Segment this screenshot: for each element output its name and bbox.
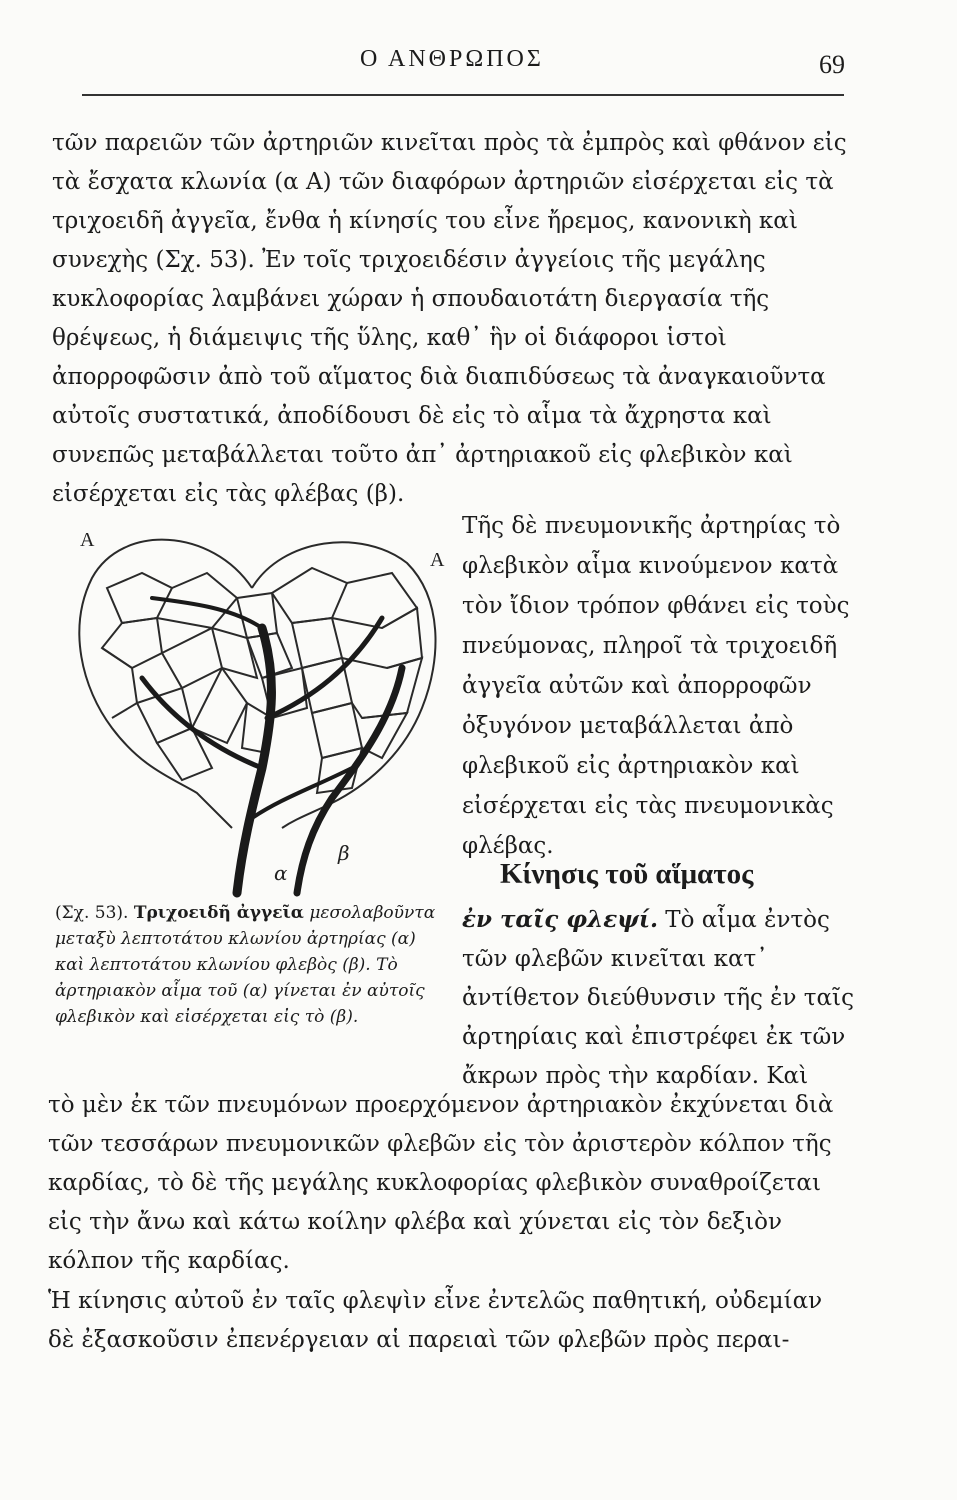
run-in-heading: ἐν ταῖς φλεψί. bbox=[462, 906, 658, 933]
paragraph-passive-motion: Ἡ κίνησις αὐτοῦ ἐν ταῖς φλεψὶν εἶνε ἐντελῶς παθητική, οὐδεμίαν δὲ ἐξασκοῦσιν ἐπενέργειαν αἱ παρειαὶ τῶν φλεβῶν πρὸς περαι- bbox=[48, 1288, 823, 1353]
figure-caption bbox=[55, 900, 447, 1030]
figure-label-A-left: A bbox=[80, 529, 95, 551]
paragraph-arteries-capillaries: τῶν παρειῶν τῶν ἀρτηριῶν κινεῖται πρὸς τὰ ἐμπρὸς καὶ φθάνον εἰς τὰ ἔσχατα κλωνία (α Α) τῶν διαφόρων ἀρτηριῶν εἰσέρχεται εἰς τὰ τριχοειδῆ ἀγγεῖα, ἔνθα ἡ κίνησίς του εἶνε ἤρεμος, κανονικὴ καὶ συνεχὴς (Σχ. 53). Ἐν τοῖς τριχοειδέσιν ἀγγείοις τῆς μεγάλης κυκλοφορίας λαμβάνει χώραν ἡ σπουδαιοτάτη διεργασία τῆς θρέψεως, ἡ διάμειψις τῆς ὕλης, καθ᾽ ἣν οἱ διάφοροι ἱστοὶ ἀπορροφῶσιν ἀπὸ τοῦ αἵματος διὰ διαπιδύσεως τὰ ἀναγκαιοῦντα αὐτοῖς συστατικά, ἀποδίδουσι δὲ εἰς τὸ αἷμα τὰ ἄχρηστα καὶ συνεπῶς μεταβάλλεται τοῦτο ἀπ᾽ ἀρτηριακοῦ εἰς φλεβικὸν καὶ εἰσέρχεται εἰς τὰς φλέβας (β). bbox=[52, 130, 847, 507]
caption-title: Τριχοειδῆ ἀγγεῖα bbox=[133, 903, 304, 923]
figure-label-A-right: A bbox=[430, 549, 445, 571]
paragraph-veins-text: Τὸ αἷμα ἐντὸς τῶν φλεβῶν κινεῖται κατ᾽ ἀντίθετον διεύθυνσιν τῆς ἐν ταῖς ἀρτηρίαις καὶ ἐπιστρέφει ἐκ τῶν ἄκρων πρὸς τὴν καρδίαν. Καὶ bbox=[462, 907, 854, 1089]
paragraph-venous-return: τὸ μὲν ἐκ τῶν πνευμόνων προερχόμενον ἀρτηριακὸν ἐκχύνεται διὰ τῶν τεσσάρων πνευμονικῶν φλεβῶν εἰς τὸν ἀριστερὸν κόλπον τῆς καρδίας, τὸ δὲ τῆς μεγάλης κυκλοφορίας φλεβικὸν συναθροίζεται εἰς τὴν ἄνω καὶ κάτω κοίλην φλέβα καὶ χύνεται εἰς τὸν δεξιὸν κόλπον τῆς καρδίας. bbox=[48, 1092, 834, 1274]
header-rule bbox=[82, 94, 844, 96]
caption-text: μεσολαβοῦντα μεταξὺ λεπτοτάτου κλωνίου ἀρτηρίας (α) καὶ λεπτοτάτου κλωνίου φλεβὸς (β). Τὸ ἀρτηριακὸν αἷμα τοῦ (α) γίνεται ἐν αὐτοῖς φλεβικὸν καὶ εἰσέρχεται εἰς τὸ (β). bbox=[55, 903, 436, 1027]
caption-number: (Σχ. 53). bbox=[55, 903, 129, 923]
section-heading: Κίνησις τοῦ αἵματος bbox=[500, 858, 754, 890]
running-head: Ο ΑΝΘΡΩΠΟΣ bbox=[360, 46, 544, 72]
figure-label-alpha: α bbox=[274, 861, 288, 885]
page-number: 69 bbox=[819, 50, 845, 79]
paragraph-pulmonary-artery: Τῆς δὲ πνευμονικῆς ἀρτηρίας τὸ φλεβικὸν αἷμα κινούμενον κατὰ τὸν ἴδιον τρόπον φθάνει εἰς τοὺς πνεύμονας, πληροῖ τὰ τριχοειδῆ ἀγγεῖα αὐτῶν καὶ ἀπορροφῶν ὀξυγόνον μεταβάλλεται ἀπὸ φλεβικοῦ εἰς ἀρτηριακὸν καὶ εἰσέρχεται εἰς τὰς πνευμονικὰς φλέβας. bbox=[462, 513, 850, 859]
figure-label-beta: β bbox=[338, 841, 350, 865]
paragraph-veins-motion bbox=[462, 900, 858, 1096]
capillary-network-illustration bbox=[62, 518, 452, 898]
